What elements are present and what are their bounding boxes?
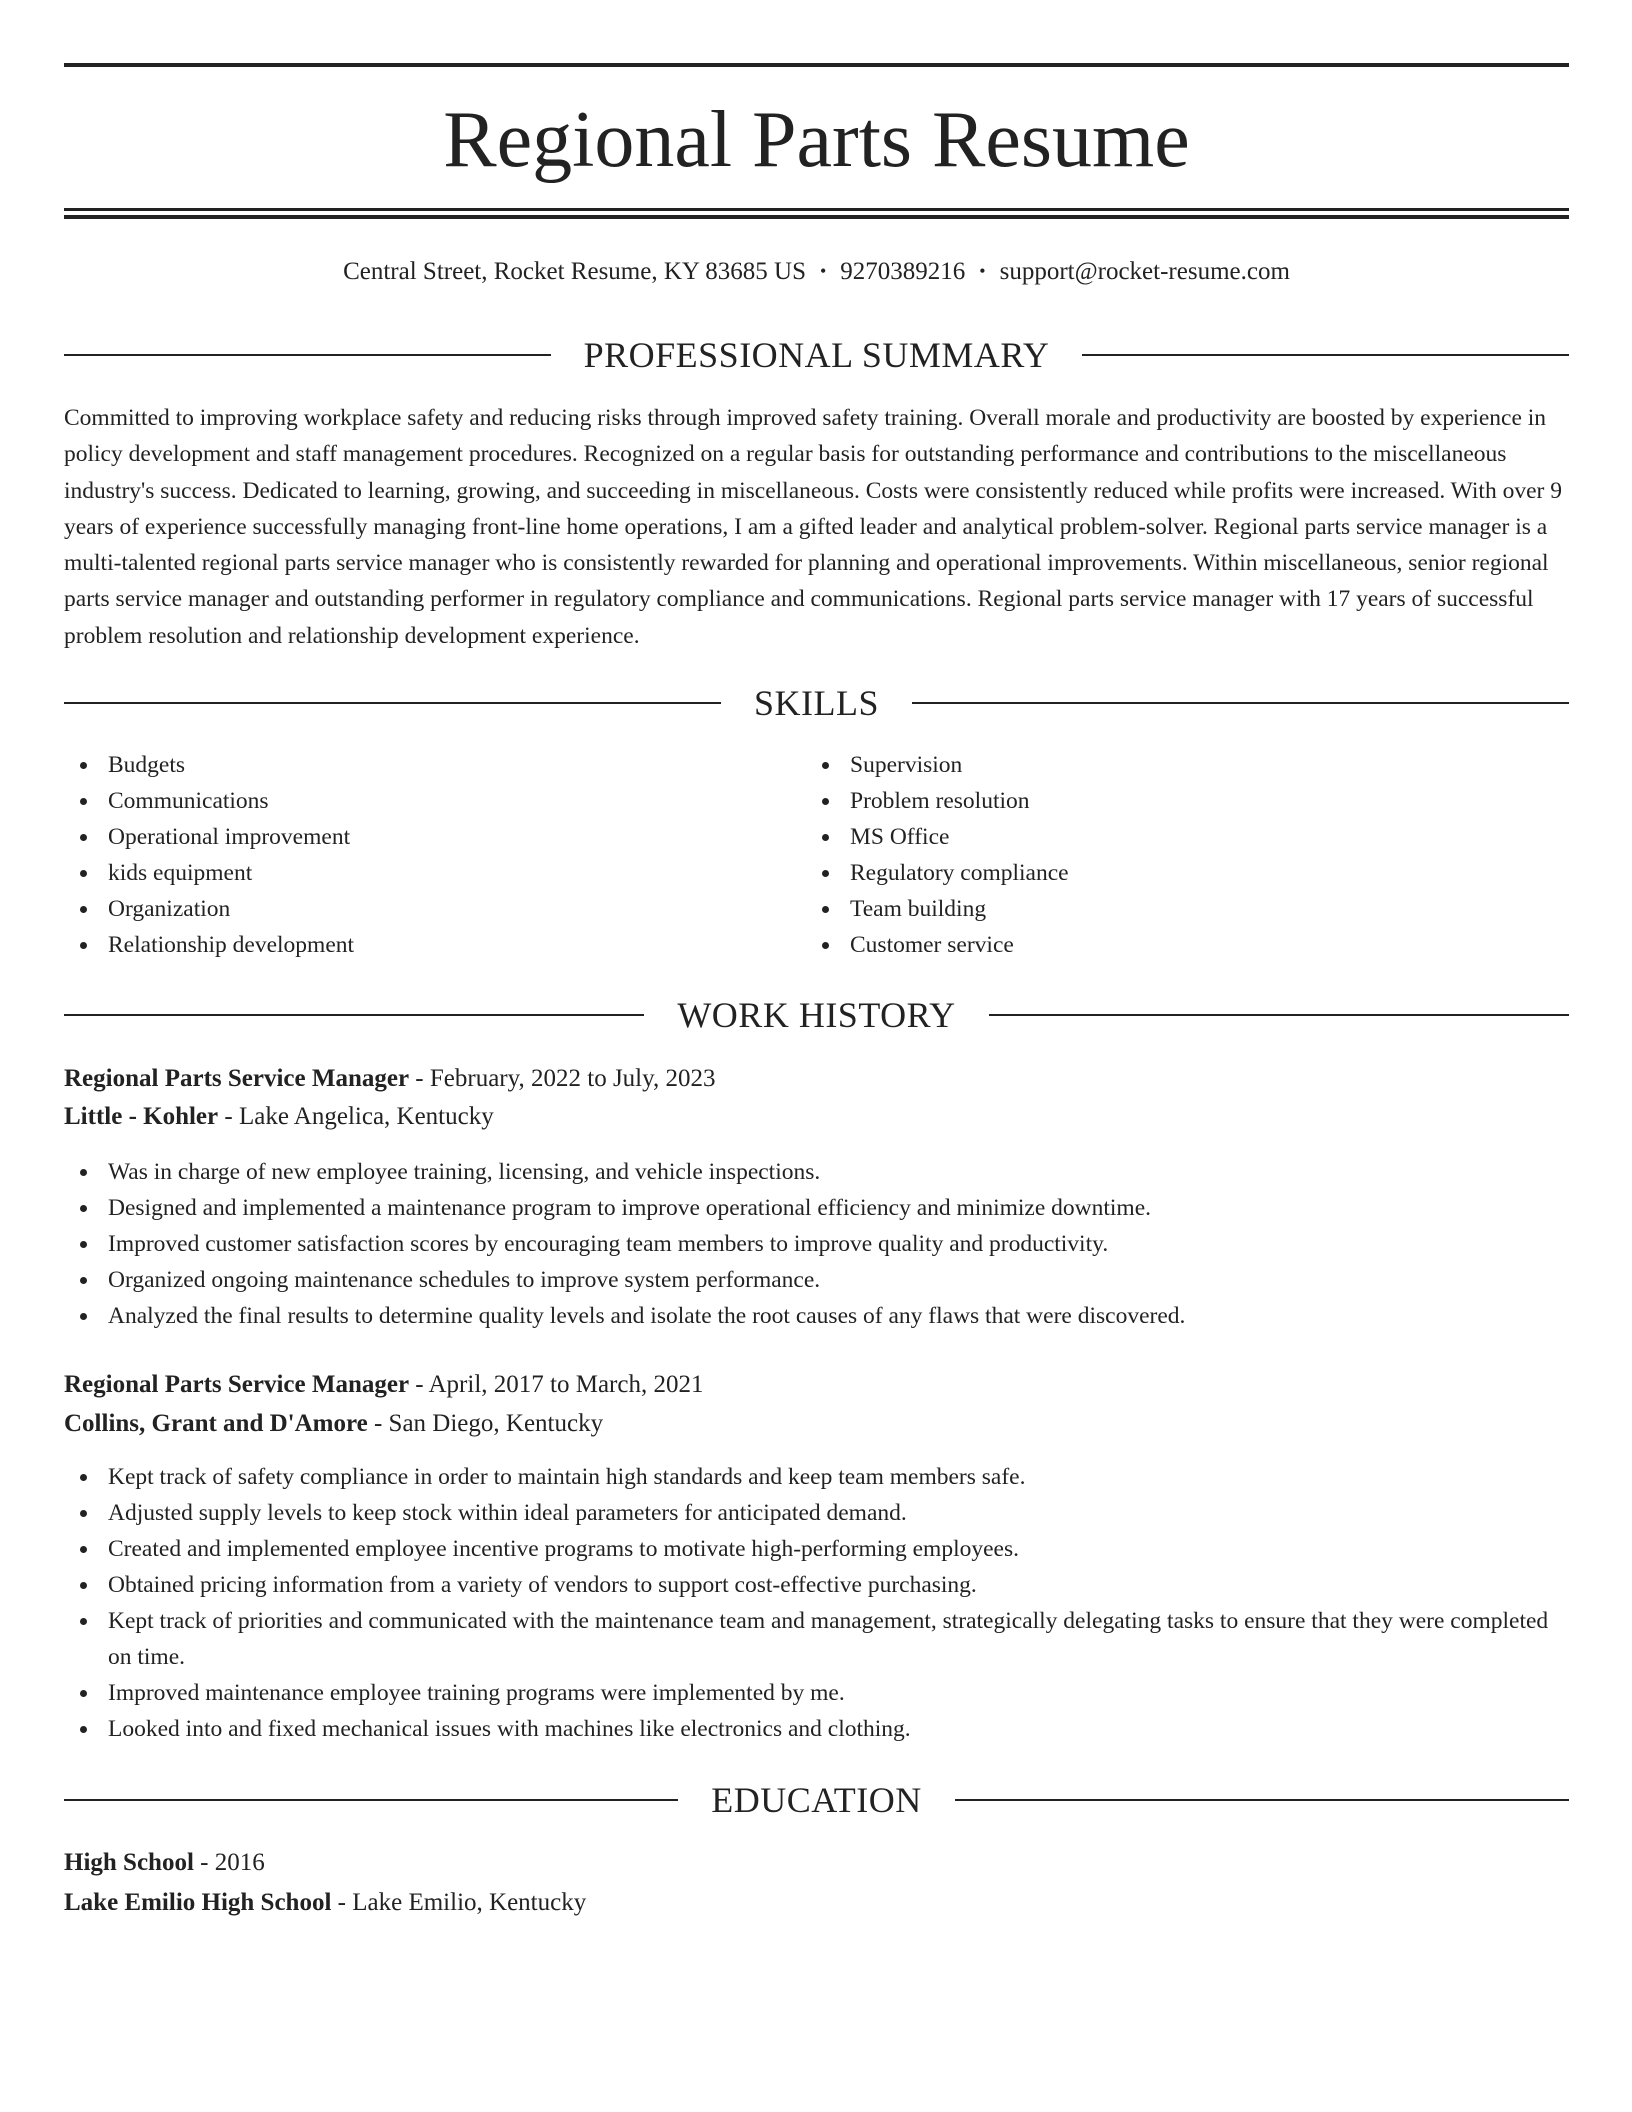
resume-title: Regional Parts Resume [443,96,1190,184]
job-title: Regional Parts Service Manager [64,1371,410,1398]
heading-rule-right [955,1799,1569,1801]
job-dates: - February, 2022 to July, 2023 [409,1065,716,1092]
skill-item: Organization [64,891,784,927]
job-bullet: Created and implemented employee incentive programs to motivate high-performing employees. [64,1531,1574,1567]
summary-heading-text: PROFESSIONAL SUMMARY [583,335,1050,375]
job-title-line [64,1062,716,1096]
job-company: Collins, Grant and D'Amore [64,1410,368,1437]
job-bullet: Analyzed the final results to determine quality levels and isolate the root causes of any flaws that were discovered. [64,1298,1574,1334]
skill-item: Budgets [64,747,784,783]
job-bullet: Improved customer satisfaction scores by encouraging team members to improve quality and productivity. [64,1226,1574,1262]
heading-rule-right [912,702,1569,704]
work-history-section-heading [64,993,1569,1037]
education-school-line [64,1886,586,1920]
skill-item: Operational improvement [64,819,784,855]
skill-item: Regulatory compliance [806,855,1526,891]
skills-section-heading [64,681,1569,725]
education-year: - 2016 [193,1849,265,1876]
education-heading-text: EDUCATION [711,1780,922,1820]
skills-list-left [64,747,784,963]
work-history-heading-text: WORK HISTORY [677,995,956,1035]
skill-item: Relationship development [64,927,784,963]
summary-paragraph: Committed to improving workplace safety and reducing risks through improved safety training. Overall morale and productivity are boosted by experience in policy development and staff management procedures. Recognized on a regular basis for outstanding performance and contributions to the miscellaneous industry's success. Dedicated to learning, growing, and succeeding in miscellaneous. Costs were consistently reduced while profits were increased. With over 9 years of experience successfully managing front-line home operations, I am a gifted leader and analytical problem-solver. Regional parts service manager is a multi-talented regional parts service manager who is consistently rewarded for planning and operational improvements. Within miscellaneous, senior regional parts service manager and outstanding performer in regulatory compliance and communications. Regional parts service manager with 17 years of successful problem resolution and relationship development experience. [64,405,1562,649]
heading-rule-right [989,1014,1569,1016]
education-degree-line [64,1846,265,1880]
education-location: - Lake Emilio, Kentucky [331,1889,587,1916]
skills-list-right [806,747,1526,963]
job-location: - San Diego, Kentucky [367,1410,604,1437]
job-bullet: Improved maintenance employee training programs were implemented by me. [64,1675,1574,1711]
skill-item: Team building [806,891,1526,927]
education-degree: High School [64,1849,194,1876]
job-bullet: Was in charge of new employee training, licensing, and vehicle inspections. [64,1154,1574,1190]
contact-phone: 9270389216 [840,258,966,285]
contact-separator: • [979,261,986,281]
skill-item: kids equipment [64,855,784,891]
title-double-rule [64,208,1569,219]
heading-rule-left [64,702,721,704]
education-school: Lake Emilio High School [64,1889,332,1916]
job-bullet: Looked into and fixed mechanical issues with machines like electronics and clothing. [64,1711,1574,1747]
job-title: Regional Parts Service Manager [64,1065,410,1092]
heading-rule-left [64,1014,644,1016]
education-section-heading [64,1778,1569,1822]
summary-section-heading [64,333,1569,377]
job-bullets [64,1154,1574,1334]
skill-item: MS Office [806,819,1526,855]
heading-rule-left [64,1799,678,1801]
heading-rule-right [1082,354,1569,356]
skill-item: Problem resolution [806,783,1526,819]
contact-line [64,255,1569,288]
job-bullet: Adjusted supply levels to keep stock within ideal parameters for anticipated demand. [64,1495,1574,1531]
skills-heading-text: SKILLS [754,683,880,723]
skill-item: Customer service [806,927,1526,963]
job-bullet: Designed and implemented a maintenance program to improve operational efficiency and minimize downtime. [64,1190,1574,1226]
job-bullet: Organized ongoing maintenance schedules to improve system performance. [64,1262,1574,1298]
job-bullet: Kept track of priorities and communicated with the maintenance team and management, strategically delegating tasks to ensure that they were completed on time. [64,1603,1574,1675]
job-company-line [64,1407,603,1441]
job-company-line [64,1100,494,1134]
job-bullet: Obtained pricing information from a variety of vendors to support cost-effective purchasing. [64,1567,1574,1603]
top-rule [64,63,1569,67]
job-bullets [64,1459,1574,1747]
skill-item: Supervision [806,747,1526,783]
skill-item: Communications [64,783,784,819]
job-company: Little - Kohler [64,1103,219,1130]
job-bullet: Kept track of safety compliance in order to maintain high standards and keep team members safe. [64,1459,1574,1495]
heading-rule-left [64,354,551,356]
contact-separator: • [819,261,827,281]
job-dates: - April, 2017 to March, 2021 [409,1371,704,1398]
job-title-line [64,1368,703,1402]
contact-address: Central Street, Rocket Resume, KY 83685 US [343,258,806,285]
contact-email[interactable]: support@rocket-resume.com [999,258,1290,285]
job-location: - Lake Angelica, Kentucky [218,1103,494,1130]
